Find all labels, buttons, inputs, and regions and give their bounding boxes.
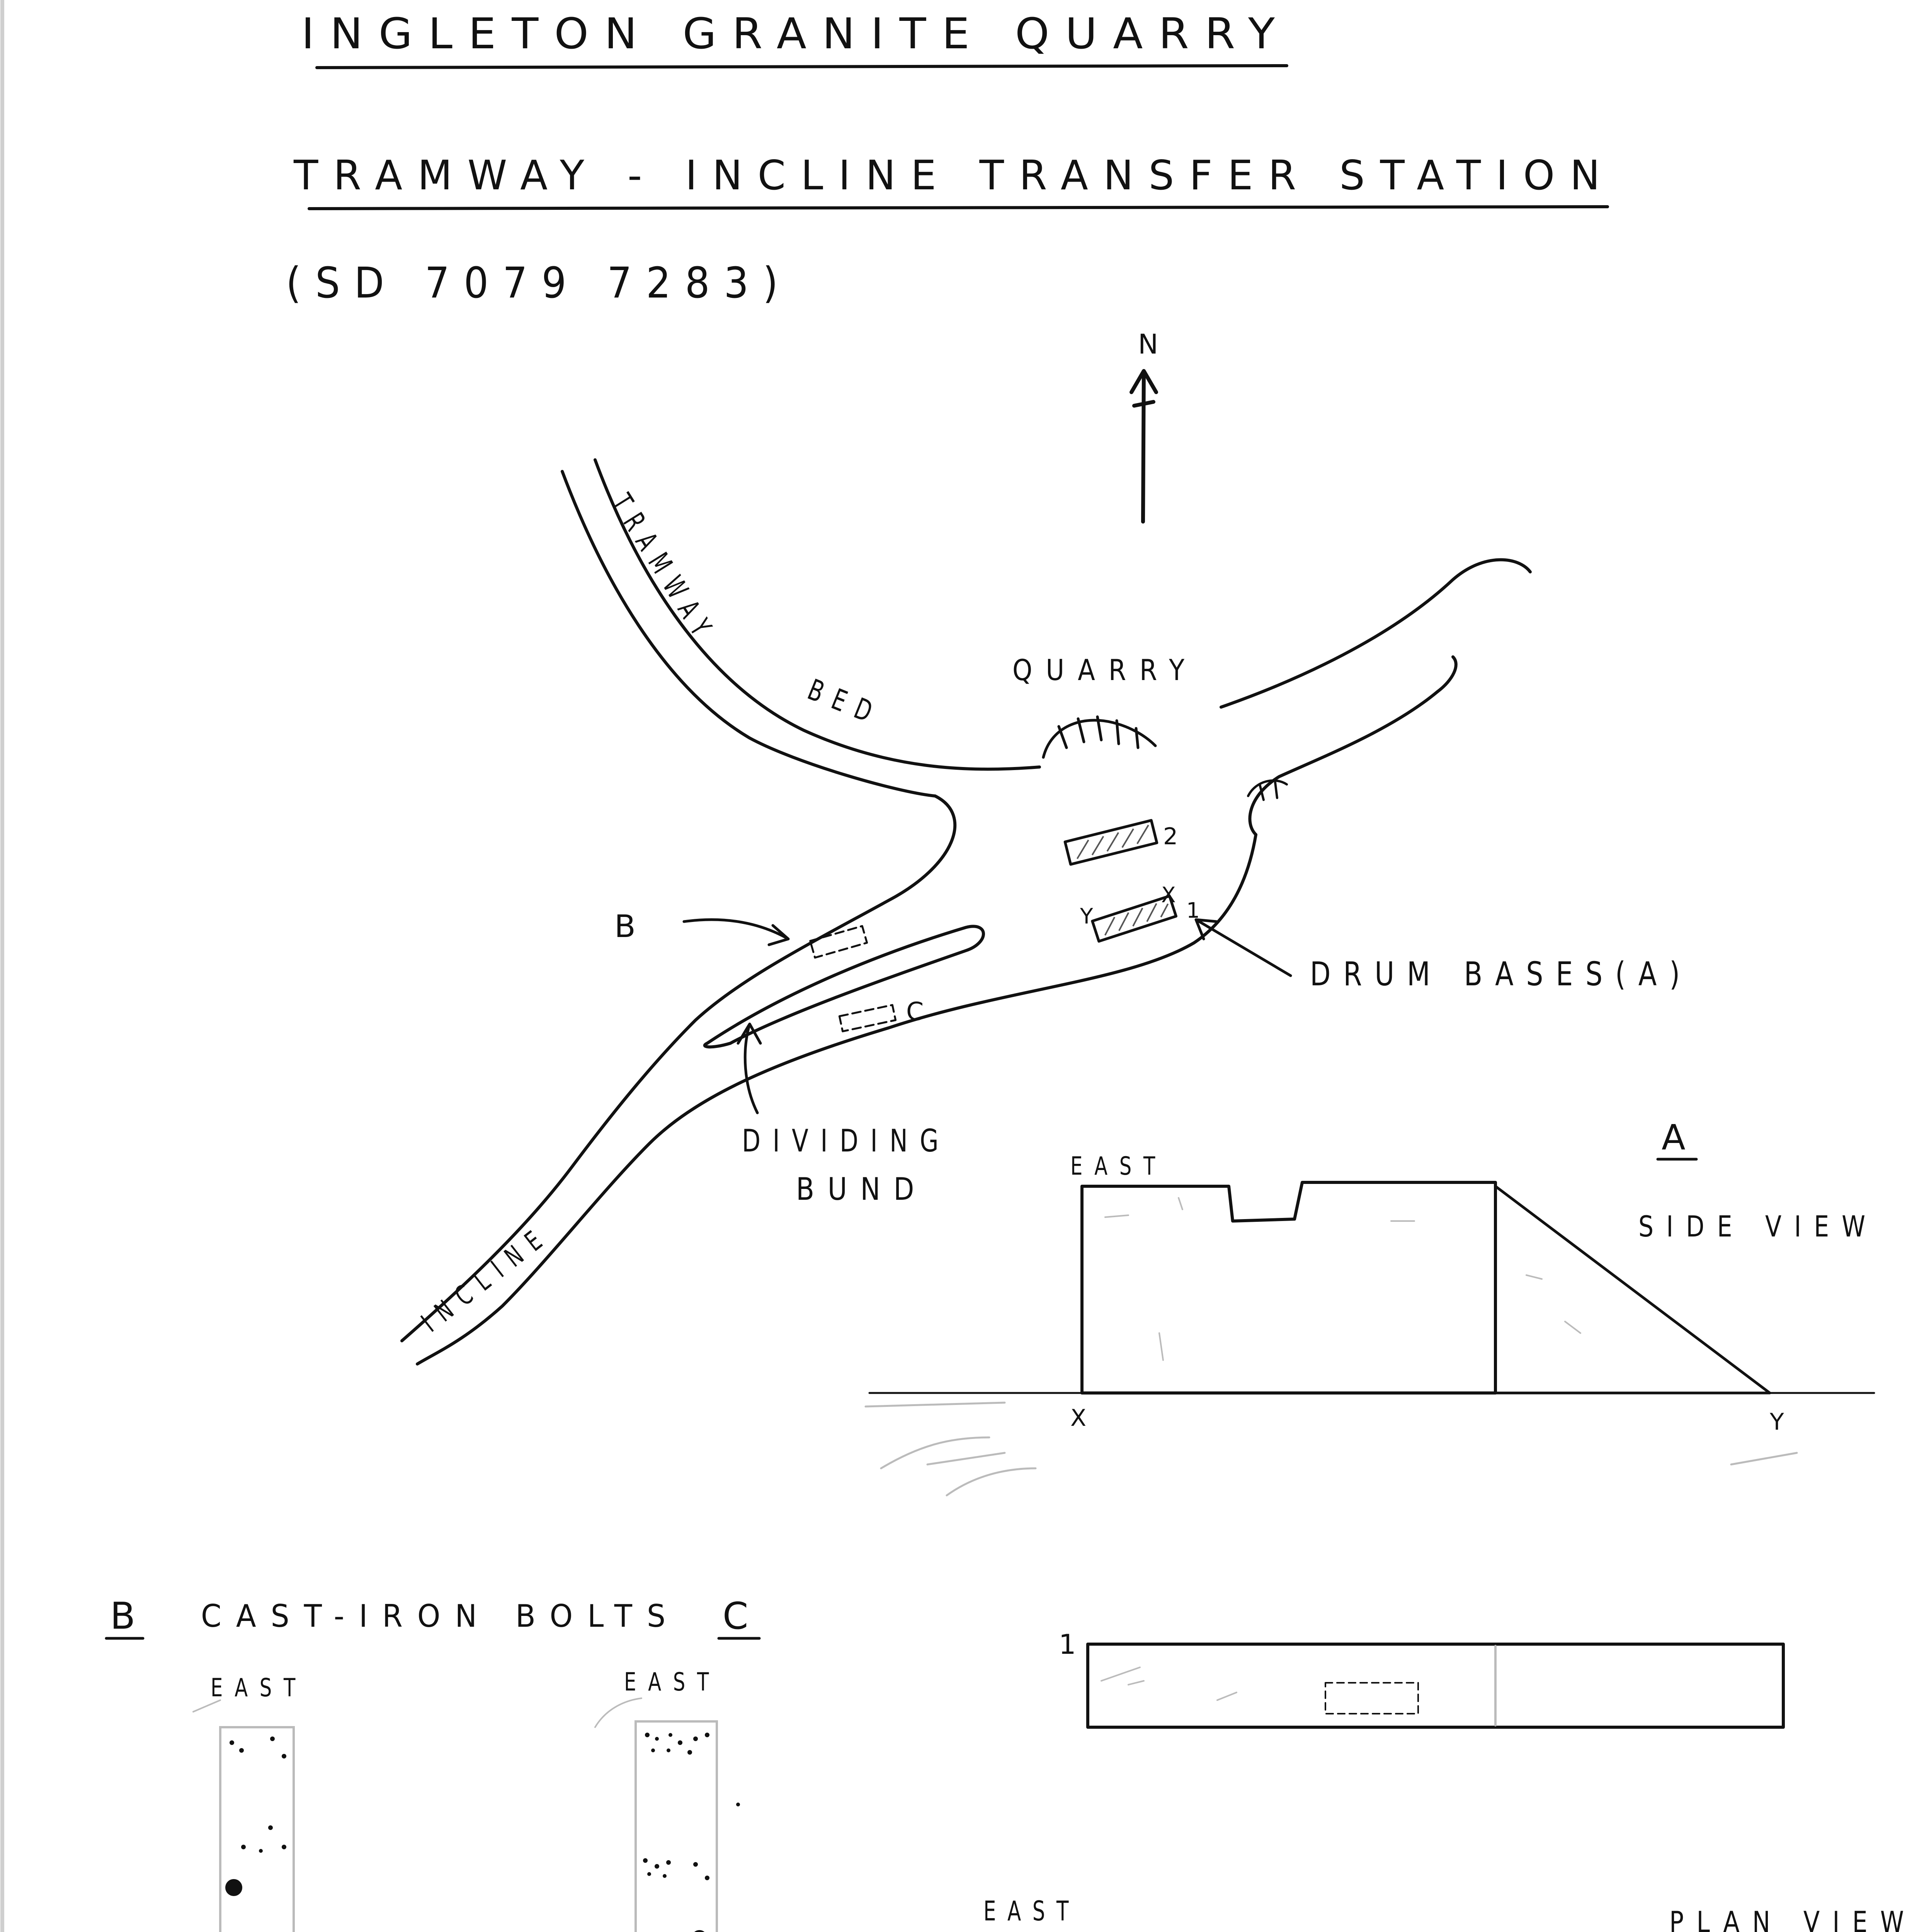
base-1-marker: 1 — [1186, 898, 1215, 923]
tramway-label — [604, 488, 767, 720]
north-arrow — [1131, 328, 1174, 522]
plan-drum-base-1-inset — [1325, 1683, 1418, 1714]
drum-base-side-profile — [1082, 1182, 1495, 1393]
bed-label — [803, 672, 915, 744]
quarry-arm-east-tip — [1437, 657, 1456, 692]
central-area-east-edge — [417, 835, 1256, 1364]
side-view-y-label: Y — [1770, 1408, 1800, 1435]
title-line-2-underline — [309, 207, 1608, 209]
plan-base-1-label: 1 — [1059, 1629, 1092, 1660]
plan-view-caption: PLAN VIEW — [1669, 1905, 1917, 1932]
c-marker: C — [906, 997, 939, 1026]
b-block-east-label: EAST — [211, 1673, 307, 1702]
side-view-diagram — [866, 1117, 1878, 1495]
title-line-1: INGLETON GRANITE QUARRY — [301, 9, 1291, 58]
side-view-texture — [1105, 1198, 1580, 1360]
y-marker: Y — [1080, 904, 1109, 929]
b-block-east-tick — [193, 1700, 220, 1712]
plan-drum-base-1-texture — [1101, 1667, 1237, 1700]
north-label: N — [1138, 328, 1174, 360]
quarry-arm-north-edge — [1221, 560, 1530, 707]
base-2-marker: 2 — [1163, 823, 1194, 850]
b-marker: B — [614, 908, 651, 944]
b-pointer-arrow — [684, 920, 788, 945]
side-view-caption: SIDE VIEW — [1638, 1209, 1878, 1243]
ground-hachures — [866, 1403, 1797, 1495]
c-block-bolts — [643, 1733, 740, 1932]
title-block — [286, 9, 1615, 308]
bolt-block-b-outline — [810, 926, 867, 958]
tramway-bed-inner-edge — [595, 460, 1039, 769]
side-view-x-label: X — [1070, 1405, 1102, 1432]
quarry-label: QUARRY — [1012, 653, 1198, 687]
svg-text:BED: BED — [803, 672, 915, 744]
bolts-section — [106, 1595, 764, 1932]
bolts-heading: CAST-IRON BOLTS — [201, 1598, 680, 1634]
quarry-face-hachures — [1043, 717, 1155, 757]
svg-text:INCLINE: INCLINE — [415, 1180, 605, 1338]
side-view-east-label: EAST — [1070, 1152, 1167, 1181]
b-block-bolts — [225, 1736, 288, 1932]
drum-base-2 — [1065, 820, 1157, 864]
plan-drum-base-1 — [1088, 1644, 1783, 1727]
north-arrow-icon — [1131, 371, 1156, 522]
c-block-east-label: EAST — [624, 1668, 721, 1697]
quarry-arm-south-edge — [1250, 692, 1437, 835]
c-block-outline — [636, 1721, 717, 1932]
drum-bases-label: DRUM BASES(A) — [1310, 955, 1693, 993]
grid-reference: (SD 7079 7283) — [286, 258, 792, 308]
side-view-letter: A — [1662, 1117, 1701, 1158]
x-marker: X — [1161, 883, 1191, 907]
bolts-c-letter: C — [723, 1595, 764, 1638]
title-line-1-underline — [317, 66, 1287, 68]
plan-view-diagram — [983, 1629, 1917, 1932]
plan-view-east-label: EAST — [983, 1895, 1080, 1927]
drum-bases-pointer-arrow — [1196, 920, 1291, 976]
site-plan — [402, 460, 1693, 1364]
title-line-2: TRAMWAY - INCLINE TRANSFER STATION — [293, 152, 1615, 199]
bolts-b-letter: B — [110, 1595, 151, 1638]
svg-text:TRAMWAY: TRAMWAY — [604, 488, 767, 720]
dividing-label: DIVIDING — [742, 1123, 951, 1159]
bund-pointer-arrow — [738, 1024, 760, 1113]
bund-label: BUND — [796, 1171, 927, 1207]
